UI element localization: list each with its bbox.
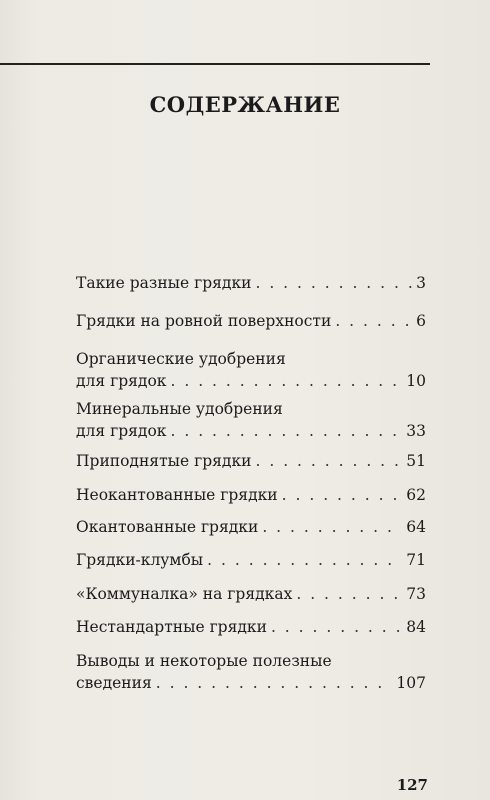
dot-leader <box>156 674 393 692</box>
toc-entry-title: для грядок <box>76 372 167 390</box>
header-rule <box>0 63 430 65</box>
toc-entry-page: 3 <box>416 274 426 292</box>
toc-entry-title: сведения <box>76 674 152 692</box>
toc-entry[interactable] <box>76 618 426 636</box>
toc-entry[interactable] <box>76 585 426 603</box>
toc-entry-title: Такие разные грядки <box>76 274 252 292</box>
dot-leader <box>255 452 402 470</box>
toc-entry-title-line1: Выводы и некоторые полезные <box>76 652 332 670</box>
toc-entry-title: Нестандартные грядки <box>76 618 267 636</box>
page-title: СОДЕРЖАНИЕ <box>149 92 341 117</box>
toc-entry-title: Грядки на ровной поверхности <box>76 312 332 330</box>
toc-entry-title: Грядки-клумбы <box>76 551 204 569</box>
toc-entry[interactable] <box>76 551 426 569</box>
toc-entry-title: Окантованные грядки <box>76 518 259 536</box>
toc-entry[interactable] <box>76 274 426 292</box>
toc-entry-page: 10 <box>406 372 426 390</box>
dot-leader <box>170 372 402 390</box>
toc-entry-page: 51 <box>406 452 426 470</box>
toc-entry[interactable] <box>76 518 426 536</box>
page-number: 127 <box>396 776 428 794</box>
toc-entry-page: 84 <box>406 618 426 636</box>
toc-entry-page: 33 <box>406 422 426 440</box>
toc-entry-page: 73 <box>406 585 426 603</box>
dot-leader <box>282 486 403 504</box>
toc-entry[interactable] <box>76 452 426 470</box>
dot-leader <box>170 422 402 440</box>
dot-leader <box>262 518 402 536</box>
toc-entry-title: для грядок <box>76 422 167 440</box>
dot-leader <box>335 312 412 330</box>
dot-leader <box>296 585 402 603</box>
toc-entry-title: «Коммуналка» на грядках <box>76 585 293 603</box>
toc-entry-title-line1: Органические удобрения <box>76 350 286 368</box>
toc-entry[interactable] <box>76 652 426 692</box>
dot-leader <box>255 274 412 292</box>
toc-entry[interactable] <box>76 486 426 504</box>
toc-entry[interactable] <box>76 312 426 330</box>
toc-entry-page: 6 <box>416 312 426 330</box>
dot-leader <box>207 551 402 569</box>
dot-leader <box>271 618 402 636</box>
toc-entry[interactable] <box>76 350 426 390</box>
toc-entry-title: Неокантованные грядки <box>76 486 278 504</box>
toc-entry-page: 62 <box>406 486 426 504</box>
toc-entry-page: 71 <box>406 551 426 569</box>
toc-entry-title-line1: Минеральные удобрения <box>76 400 283 418</box>
toc-entry[interactable] <box>76 400 426 440</box>
toc-entry-title: Приподнятые грядки <box>76 452 252 470</box>
toc-entry-page: 64 <box>406 518 426 536</box>
toc-entry-page: 107 <box>396 674 426 692</box>
